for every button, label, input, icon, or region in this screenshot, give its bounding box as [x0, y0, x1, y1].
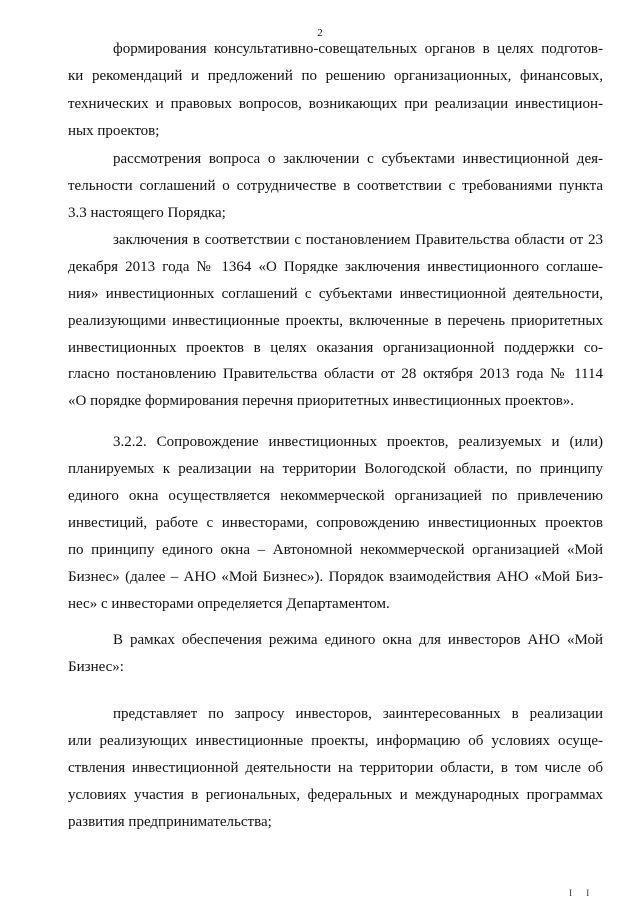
- text-line: гласно постановлению Правительства области от 28 октября 2013 года № 1114: [68, 366, 603, 382]
- text-line: рассмотрения вопроса о заключении с субъектами инвестиционной дея-: [113, 151, 603, 167]
- text-line: условиях участия в региональных, федеральных и международных программах: [68, 787, 603, 803]
- text-line: 3.2.2. Сопровождение инвестиционных проектов, реализуемых и (или): [113, 434, 603, 450]
- text-line: инвестиционных проектов в целях оказания организационной поддержки со-: [68, 340, 603, 356]
- text-line: «О порядке формирования перечня приоритетных инвестиционных проектов».: [68, 393, 575, 409]
- text-line: В рамках обеспечения режима единого окна для инвесторов АНО «Мой: [113, 632, 603, 648]
- text-line: ных проектов;: [68, 123, 160, 139]
- text-line: реализующими инвестиционные проекты, включенные в перечень приоритетных: [68, 313, 603, 329]
- text-line: развития предпринимательства;: [68, 814, 272, 830]
- text-line: единого окна осуществляется некоммерческой организацией по привлечению: [68, 488, 603, 504]
- text-line: заключения в соответствии с постановлением Правительства области от 23: [113, 232, 603, 248]
- text-line: представляет по запросу инвесторов, заинтересованных в реализации: [113, 706, 603, 722]
- text-line: инвестиций, работе с инвесторами, сопровождению инвестиционных проектов: [68, 515, 603, 531]
- text-line: по принципу единого окна – Автономной некоммерческой организацией «Мой: [68, 542, 603, 558]
- text-line: технических и правовых вопросов, возникающих при реализации инвестицион-: [68, 96, 603, 112]
- text-line: тельности соглашений о сотрудничестве в соответствии с требованиями пункта: [68, 178, 603, 194]
- page-number: 2: [317, 27, 323, 39]
- text-line: 3.3 настоящего Порядка;: [68, 205, 226, 221]
- text-line: ствления инвестиционной деятельности на территории области, в том числе об: [68, 760, 603, 776]
- text-line: ния» инвестиционных соглашений с субъектами инвестиционной деятельности,: [68, 286, 603, 302]
- text-line: планируемых к реализации на территории Вологодской области, по принципу: [68, 461, 603, 477]
- text-line: формирования консультативно-совещательных органов в целях подготов-: [113, 41, 603, 57]
- text-line: Бизнес»:: [68, 659, 124, 675]
- corner-marks: I I: [569, 888, 596, 898]
- text-line: ки рекомендаций и предложений по решению организационных, финансовых,: [68, 68, 603, 84]
- text-line: или реализующих инвестиционные проекты, информацию об условиях осуще-: [68, 733, 603, 749]
- text-line: декабря 2013 года № 1364 «О Порядке заключения инвестиционного соглаше-: [68, 259, 603, 275]
- text-line: нес» с инвесторами определяется Департаментом.: [68, 596, 390, 612]
- text-line: Бизнес» (далее – АНО «Мой Бизнес»). Порядок взаимодействия АНО «Мой Биз-: [68, 569, 603, 585]
